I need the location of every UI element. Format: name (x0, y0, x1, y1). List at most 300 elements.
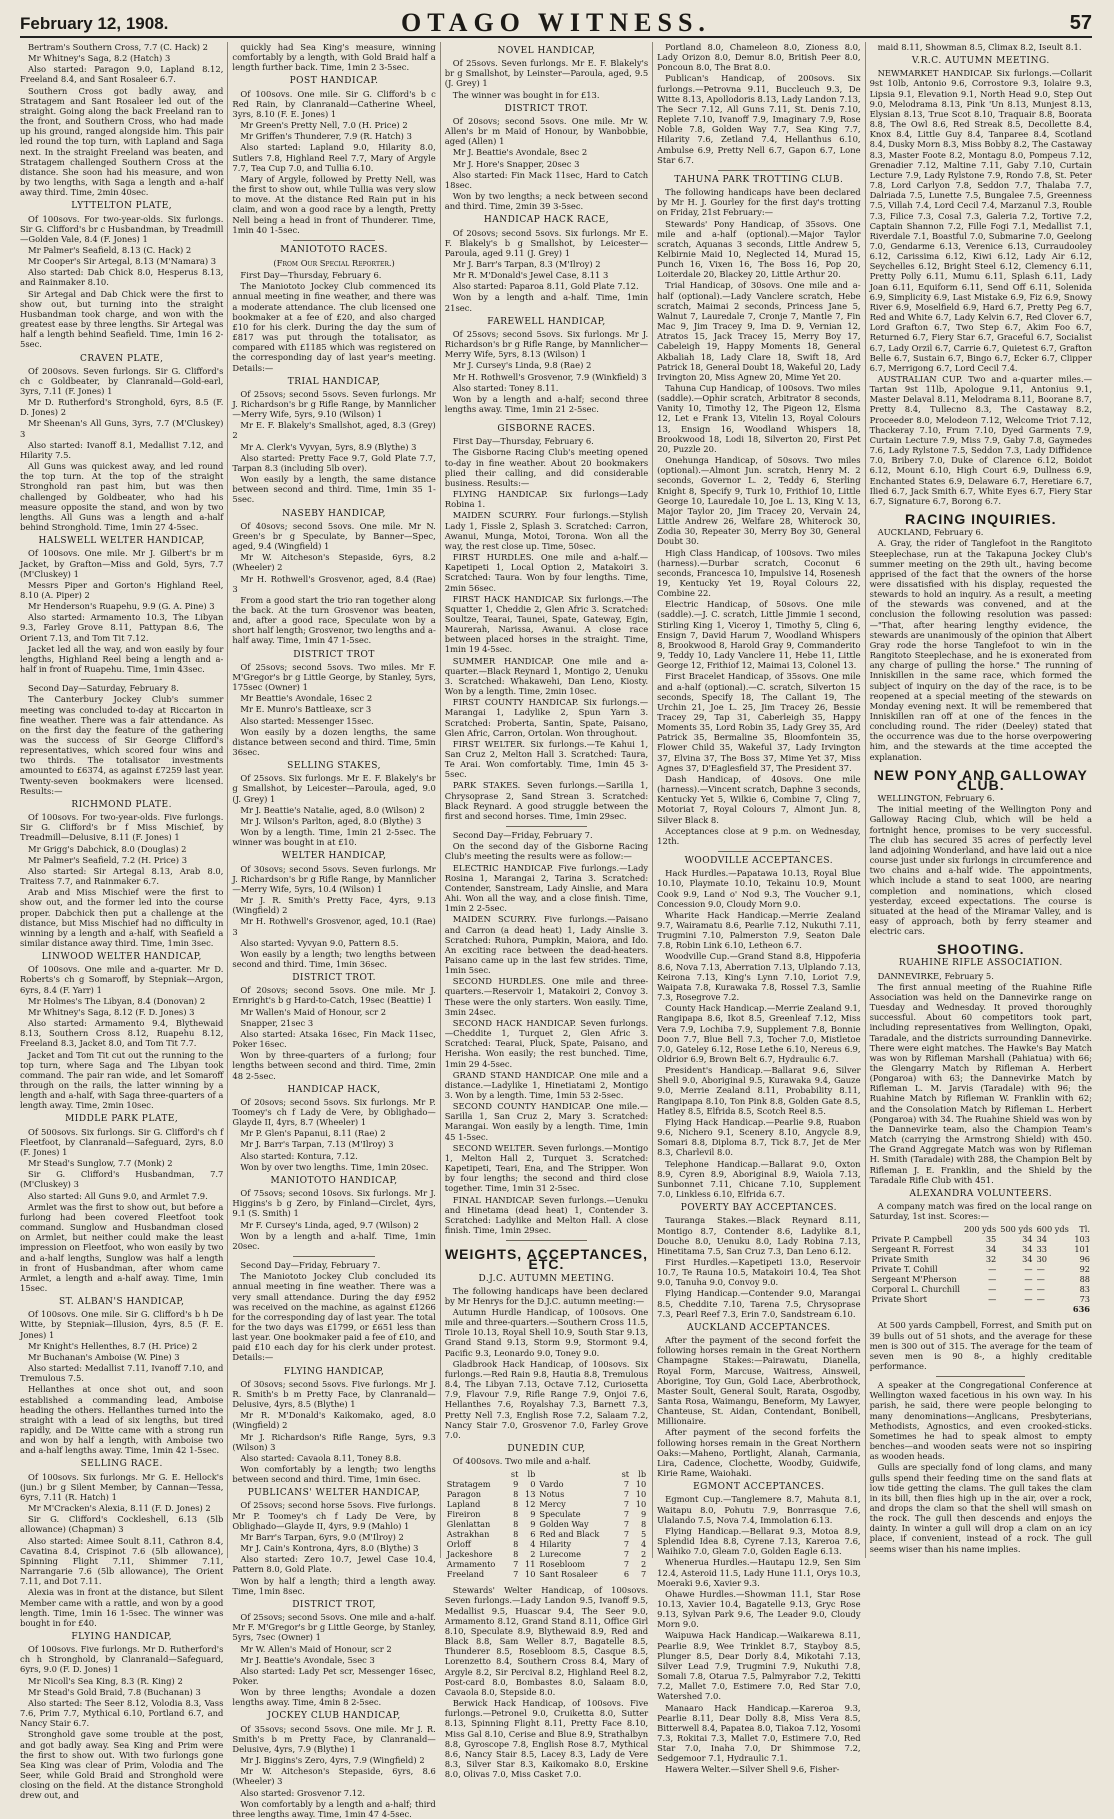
table-cell: 8 (513, 1539, 519, 1550)
table-cell: 8 (513, 1529, 519, 1540)
paragraph: The first annual meeting of the Ruahine Rifle Association was held on the Dannevirke range on Tuesday and Wednesday. It proved thoroughly successful. About 60 competitors took part, including representatives from Wellington, Opaki, Taradale, and the districts surrounding Dannevirke. There were eight matches. The Hawke's Bay Match was won by Rifleman Marshall (Pahiatua) with 66; the Glengarry Match by Rifleman A. Herbert (Pongaroa) with 63; the Dannevirke Match by Rifleman L. M. Jarvis (Taradale) with 96; the Ruahine Match by Rifleman W. Franklin with 62; and the Consolation Match by Rifleman L. Herbert (Pongaroa) with 34. The Ruahine Shield was won by the Dannevirke team, also the Champion Team's Match (carrying the Armstrong Shield) with 450. The Grand Aggregate Match was won by Rifleman H. Smith (Taradale) with 288, the Champion Belt by Rifleman J. E. Franklin, and the Shield by the Taradale Rifle Club with 451. (869, 981, 1092, 1185)
table-cell: 73 (1079, 1294, 1090, 1305)
page-number: 57 (1069, 12, 1092, 34)
table-cell: 10 (524, 1569, 536, 1580)
paragraph: Flying Handicap.—Bellarat 9.3, Motoa 8.9, Splendid Idea 8.8, Cyrene 7.13, Kareroa 7.6, Waihiko 7.0, Gleam 7.0, Golden Eagle 6.13. (657, 1525, 861, 1557)
table-cell: Lurecome (539, 1549, 581, 1560)
paragraph: Mr R. M'Donald's Jewel Case, 8.11 3 (452, 270, 609, 281)
paragraph: Mr M'Cracken's Alexia, 8.11 (F. D. Jones) 2 (28, 1503, 211, 1514)
paragraph: Of 100sovs. One mile. Sir G. Clifford's b h De Witte, by Stepniak—Illusion, 4yrs, 8.5 (F. E. Jones) 1 (20, 1309, 224, 1340)
table-cell: 5 (640, 1529, 647, 1540)
paragraph: Won by a length. Time, 1min 21 2-5sec. The winner was bought in at £10. (232, 827, 436, 848)
paragraph: Mr R. M'Donald's Kaikomako, aged, 8.0 (Wingfield) 2 (232, 1410, 436, 1431)
paragraph: Mr Green's Pretty Nell, 7.0 (H. Price) 2 (240, 120, 408, 131)
paragraph: Dash Handicap, of 40sovs. One mile (harness).—Vincent scratch, Daphne 3 seconds, Kentucky Yet 5, Wilkie 6, Combine 7, Cling 7, Motoriat 7, Royal Colours 7, Almont Jun. 8, Silver Black 8. (657, 773, 861, 825)
paragraph: Won by three-quarters of a furlong; four lengths between second and third. Time, 2min 48 2-5sec. (232, 1050, 436, 1081)
paragraph: On the second day of the Gisborne Racing Club's meeting the results were as follow:— (444, 841, 649, 862)
paragraph: Also started: Kontura, 7.12. (240, 1150, 358, 1161)
section-divider (718, 851, 799, 852)
table-row (870, 1274, 1092, 1284)
paragraph: Mr W. Aitcheson's Stepaside, 6yrs, 8.2 (Wheeler) 2 (232, 552, 436, 573)
paragraph: Won by a length and a-half. Time, 1min 21sec. (444, 292, 649, 313)
paragraph: Of 30sovs; second 5sovs. Five furlongs. Mr J. R. Smith's b m Pretty Face, by Clanranald—Delusive, 4yrs, 8.5 (Blythe) 1 (232, 1378, 436, 1410)
paragraph: Of 20sovs; second 5sovs. Six furlongs. Mr P. Toomey's ch f Lady de Vere, by Oblighado—Glayde II, 4yrs, 8.7 (Wheeler) 1 (232, 1096, 436, 1128)
paragraph: Mr Whitney's Saga, 8.2 (Hatch) 3 (28, 53, 171, 64)
table-cell: Sergeant R. Forrest (871, 1244, 954, 1255)
paragraph: The Gisborne Racing Club's meeting opened to-day in fine weather. About 20 bookmakers plied their calling, and did considerable business. Results:— (444, 447, 649, 488)
paragraph: Mr Barr's Tarpan, 6yrs, 9.0 (M'Ilroy) 2 (240, 1531, 404, 1542)
race-heading: GISBORNE RACES. (497, 424, 596, 435)
paragraph: Stewards' Pony Handicap, of 35sovs. One mile and a-half (optional).—Major Taylor scratch, Aquanas 3 seconds, Little Andrew 5, Kelbirnie Maid 10, Neglected 14, Murad 15, Punch 16, Vixen 16, The Boss 16, Pop 20, Loiterdale 20, Blackey 20, Little Arthur 20. (657, 218, 861, 280)
table-header-cell: Tl. (1079, 1224, 1090, 1235)
table-row (870, 1244, 1092, 1254)
table-cell: Vardo (539, 1479, 564, 1490)
paragraph: Of 25sovs; second 5sovs. Two miles. Mr F. M'Gregor's br g Little George, by Stanley, 5yrs, 175sec (Owner) 1 (232, 661, 436, 693)
race-heading: SELLING STAKES, (287, 761, 381, 772)
paragraph: FLYING HANDICAP. Six furlongs—Lady Robina 1. (444, 489, 649, 510)
table-cell: 8 (513, 1509, 519, 1520)
table-total-row (870, 1304, 1092, 1314)
table-cell: Rosebloom (539, 1559, 586, 1570)
paragraph: Of 40sovs; second 5sovs. One mile. Mr N. Green's br g Speculate, by Banner—Spec, aged, 9.4 (Wingfield) 1 (232, 520, 436, 552)
paragraph: A speaker at the Congregational Conference at Wellington waxed facetious in his own way. In his parish, he said, there were people belonging to many denominations—Anglicans, Presbyterians, Methodists, Agnostics, and even crooked-sticks. Sometimes he had to speak almost to empty benches—and wooden seats were not so inspiring as wooden heads. (869, 1380, 1092, 1462)
paragraph: High Class Handicap, of 100sovs. Two miles (harness).—Durbar scratch, Coconut 6 seconds, Francesca 10, Impulsive 14, Rosenesh 19, Kentucky Yet 19, Royal Colours 22, Combine 22. (657, 547, 861, 599)
race-heading: LINWOOD WELTER HANDICAP, (41, 952, 202, 963)
paragraph: Woodville Cup.—Grand Stand 8.8, Hippoferia 8.6, Nova 7.13, Aberration 7.13, Ulplando 7.13, Keirona 7.13, King's Lynn 7.10, Loriot 7.9, Waipata 7.8, Kurawaka 7.8, Rossel 7.3, Samlie 7.3, Rosegrove 7.2. (657, 951, 861, 1003)
table-row (870, 1254, 1092, 1264)
table-header-cell (445, 1469, 507, 1479)
table-cell: 9 (530, 1509, 536, 1520)
table-cell: 0 (530, 1479, 536, 1490)
paragraph: Portland 8.0, Chameleon 8.0, Zioness 8.0, Lady Orizon 8.0, Demur 8.0, British Peer 8.0, Poncoun 8.0, The Brat 8.0. (657, 42, 861, 73)
table-cell: — (988, 1274, 997, 1285)
race-heading: TAHUNA PARK TROTTING CLUB. (674, 174, 844, 185)
paragraph: Mr J. Barr's Tarpan, 8.3 (M'Ilroy) 2 (452, 258, 601, 269)
paragraph: Snapper, 21sec 3 (240, 1017, 314, 1028)
table-cell: 12 (524, 1499, 536, 1510)
table-cell: Hilarity (539, 1539, 572, 1550)
paragraph: FIRST HACK HANDICAP. Six furlongs.—The Squatter 1, Cheddie 2, Glen Afric 3. Scratched: Soultze, Tearai, Taunei, Spate, Gateway, Egin, Maurerah, Narissa, Awanui. A close race between placed horses in the straight. Time, 1min 19 4-5sec. (444, 593, 649, 655)
paragraph: The Maniototo Jockey Club commenced its annual meeting in fine weather, and there was a moderate attendance. The club licensed one bookmaker at a fee of £20, and also charged £10 for his clerk. During the day the sum of £817 was put through the totalisator, as compared with £1185 which was registered on the corresponding day of last year's meeting. Details:— (232, 281, 436, 373)
paragraph: WELLINGTON, February 6. (877, 793, 995, 804)
table-row (445, 1549, 648, 1559)
race-heading: NASEBY HANDICAP, (282, 508, 386, 519)
table-header-cell: 500 yds (1000, 1224, 1033, 1235)
table-cell: 103 (1074, 1234, 1090, 1245)
paragraph: Of 400sovs. Two mile and a-half. (452, 1456, 591, 1467)
paragraph: Hellanthes at once shot out, and soon established a commanding lead, Amboise heading the others. Hellanthes turned into the straight with a lead of six lengths, but tired rapidly, and De Witte came with a strong run and won by half a length, with Amboise two and a-half lengths away. Time, 1min 42 1-5sec. (20, 1384, 224, 1456)
paragraph: Won by over two lengths. Time, 1min 20sec. (240, 1161, 429, 1172)
race-heading: WOODVILLE ACCEPTANCES. (684, 856, 834, 867)
paragraph: Of 25sovs; second horse 5sovs. Five furlongs. Mr P. Toomey's ch f Lady De Vere, by Oblighado—Glayde II, 4yrs, 9.9 (Mahlo) 1 (232, 1500, 436, 1531)
paragraph: Also started: Cavaola 8.11, Toney 8.8. (240, 1452, 402, 1463)
table-header-cell: st (621, 1469, 630, 1480)
paragraph: MAIDEN SCURRY. Five furlongs.—Paisano and Carron (a dead heat) 1, Lady Ainslie 3. Scratched: Ruhora, Pumpkin, Maiora, and Ido. An exciting race between the dead-heaters. Paisano came up in the last few strides. Time, 1min 5sec. (444, 914, 649, 976)
paragraph: Of 100sovs. One mile and a-quarter. Mr D. Roberts's ch g Somaroff, by Stepniak—Argon, 6yrs, 8.4 (F. Yarr) 1 (20, 964, 224, 995)
table-cell: Glenlattan (446, 1519, 491, 1530)
table-cell: 7 (623, 1519, 630, 1530)
paragraph: A. Gray, the rider of Tanglefoot in the Rangitoto Steeplechase, run at the Takapuna Jockey Club's summer meeting on the 29th ult., having become apprised of the fact that the owners of the horse were dissatisfied with his display, requested the stewards to hold an inquiry. As a result, a meeting of the stewards was convened, and at the conclusion the following resolution was passed:—"That, after hearing lengthy evidence, the stewards are unanimously of the opinion that Albert Gray rode the horse Tanglefoot to win in the Rangitoto Steeplechase, and he is exonerated from any charge of pulling the horse." The running of Inniskillen in the same race, which formed the subject of inquiry on the day of the race, is to be reopened at a special meeting of the stewards on Monday evening next. It will be remembered that Inniskillen ran off at one of the fences in the concluding round. The rider (Deeley) stated that the occurrence was due to the horse overpowering him, and the stewards at the time accepted the explanation. (869, 538, 1092, 762)
race-heading: HANDICAP HACK, (287, 1084, 381, 1095)
table-row (445, 1569, 648, 1579)
paragraph: Trial Handicap, of 30sovs. One mile and a-half (optional).—Lady Vanclere scratch, Hebe scratch, Maimai 2 seconds, Princess Jane 5, Walnut 7, Lauredale 7, Cronje 7, Mantle 7, Fin Mac 9, Jim Tracey 9, Ima D. 9, Vernian 12, Atratos 15, Jack Tracey 15, Merry Boy 17, Cabeleigh 19, Happy Moments 18, General Akbaliah 18, Lady Clare 18, Swift 18, Ard Patrick 18, General Doubt 18, Wakeful 20, Lady Irvington 20, Miss Agnew 20, Mime Yet 20. (657, 280, 861, 382)
table-cell: Red and Black (539, 1529, 600, 1540)
paragraph: Manaaro Hack Handicap.—Kareroa 9.3, Pearlie 8.11, Dear Dolly 8.8, Miss Vera 8.5, Bitterwell 8.4, Papatea 8.0, Tiakoa 7.12, Yosomi 7.3, Rokitai 7.3, Mallet 7.0, Estimere 7.0, Red Star 7.0, Inaha 7.0, Dr Shimmose 7.2, Sedgemoor 7.1, Hydraulic 7.1. (657, 1702, 861, 1764)
paragraph: Mr J. Beattie's Avondale, 8sec 2 (452, 147, 588, 158)
paragraph: Won comfortably by a length; two lengths between second and third. Time, 1min 6sec. (232, 1464, 436, 1485)
paragraph: GRAND STAND HANDICAP. One mile and a distance.—Ladylike 1, Hinetiatami 2, Montigo 3. Won by a length. Time, 1min 53 2-5sec. (444, 1069, 649, 1100)
race-heading: AUCKLAND ACCEPTANCES. (687, 1322, 831, 1333)
table-cell: — (1036, 1274, 1045, 1285)
paragraph: Mr J. Biggins's Zero, 4yrs, 7.9 (Wingfield) 2 (240, 1755, 425, 1766)
paragraph: Also started: Lady Pet scr, Messenger 16sec, Poker. (232, 1665, 436, 1686)
race-heading: NOVEL HANDICAP, (497, 46, 596, 56)
race-heading: DISTRICT TROT (293, 649, 375, 660)
paragraph: Won easily by a length, the same distance between second and third. Time, 1min 35 1-5sec. (232, 474, 436, 505)
table-cell: — (1024, 1294, 1033, 1305)
table-cell: 32 (985, 1254, 997, 1265)
paragraph: Alexia was in front at the distance, but Silent Member came with a rattle, and won by a good length. Time, 1min 16 1-5sec. The winner was bought in for £40. (20, 1587, 224, 1628)
section-heading: NEW PONY AND GALLOWAY CLUB. (873, 766, 1088, 793)
table-header-cell (870, 1224, 962, 1234)
paragraph: Gulls are specially fond of long clams, and many gulls spend their feeding time on the sand flats at low tide getting the clams. The gull takes the clam in its bill, then flies high up in the air, over a rock, and drops the clam so that the shell will smash on the rock. The gull then descends and enjoys the dainty. In winter a gull will drop a clam on an icy place, if convenient, instead of a rock. The gull seems wiser than his name implies. (869, 1462, 1092, 1554)
section-heading: SHOOTING. (936, 941, 1025, 958)
table-cell: Corporal L. Churchill (871, 1284, 960, 1295)
paragraph: Of 100sovs. For two-year-olds. Six furlongs. Sir G. Clifford's br c Husbandman, by Treadmill—Golden Vale, 8.4 (F. Jones) 1 (20, 213, 224, 244)
race-heading: PUBLICANS' WELTER HANDICAP, (247, 1488, 421, 1499)
paragraph: Also started: Ivanoff 8.1, Medallist 7.12, and Hilarity 7.5. (20, 439, 224, 460)
paragraph: Sir G. Clifford's Cockleshell, 6.13 (5lb allowance) (Chapman) 3 (20, 1514, 224, 1535)
table-cell: 2 (640, 1549, 647, 1560)
table-cell: 88 (1079, 1274, 1090, 1285)
paragraph: Second Day—Saturday, February 8. (28, 683, 179, 694)
table-header-cell: st (510, 1469, 519, 1480)
paragraph: Gladbrook Hack Handicap, of 100sovs. Six furlongs.—Red Rain 9.8, Hautia 8.8, Tremulous 8.4, The Libyan 7.13, Octave 7.12, Curiosetta 7.9, Flavour 7.9, Rifle Range 7.9, Onjoi 7.6, Hellanthes 7.6, Royalshay 7.3, Barnett 7.3, Pretty Nell 7.3, English Rose 7.2, Salaam 7.2, Nancy Stair 7.0, Grosvenor 7.0, Farley Grove 7.0. (444, 1358, 649, 1440)
paragraph: Of 30sovs; second 5sovs. Seven furlongs. Mr J. Richardson's br g Rifle Range, by Mannlicher—Merry Wife, 5yrs, 10.4 (Wilson) 1 (232, 863, 436, 894)
table-header-cell: 600 yds (1036, 1224, 1069, 1235)
masthead (20, 6, 1092, 38)
paragraph: Also started: Atsaka 16sec, Fin Mack 11sec, Poker 16sec. (232, 1028, 436, 1050)
table-row (445, 1499, 648, 1509)
paragraph: All Guns was quickest away, and led round the top turn. At the top of the straight Stronghold ran past him, but was then challenged by Goldbeater, who had his measure opposite the stand, and won by two lengths. All Guns was a length and a-half behind Stronghold. Time, 1min 27 4-5sec. (20, 461, 224, 533)
table-cell: Mercy (539, 1499, 566, 1510)
table-row (870, 1234, 1092, 1244)
race-heading: ST. ALBAN'S HANDICAP, (58, 1297, 185, 1308)
paragraph: Mr H. Rothwell's Grosvenor, aged, 10.1 (Rae) 3 (232, 916, 436, 937)
paragraph: Armlet was the first to show out, but before a furlong had been covered Fleetfoot took command. Sunglow and Husbandman closed on Armlet, but neither could make the least impression on Fleetfoot, who won easily by two and a-half lengths, Sunglow was half a length in front of Husbandman, after whom came Armlet, a length and a-half away. Time, 1min 15sec. (20, 1201, 224, 1293)
table-header-cell: lb (638, 1469, 647, 1480)
paragraph: Hawera Welter.—Silver Shell 9.6, Fisher- (665, 1764, 840, 1775)
race-heading: FLYING HANDICAP, (283, 1366, 385, 1377)
paragraph: Mr F. Cursey's Linda, aged, 9.7 (Wilson) 2 (240, 1219, 419, 1230)
paragraph: Mr D. Rutherford's Stronghold, 6yrs, 8.5 (F. D. Jones) 2 (20, 397, 224, 418)
paragraph: FIRST COUNTY HANDICAP. Six furlongs.—Marangai 1, Ladylike 2, Spun Yarn 3. Scratched: Proberta, Santin, Spate, Paisano, Glen Afric, Carron, Ortolan. Won throughout. (444, 697, 649, 738)
paragraph: Sir Artegal and Dab Chick were the first to show out, but turning into the straight Husbandman took charge, and won with the greatest ease by three lengths. Sir Artegal was half a length behind Seafield. Time, 1min 16 2-5sec. (20, 288, 224, 350)
paragraph: Mr H. Rothwell's Grosvenor, 7.9 (Winkfield) 3 (452, 371, 647, 382)
paragraph: Of 500sovs. Six furlongs. Sir G. Clifford's ch f Fleetfoot, by Clanranald—Safeguard, 2yrs, 8.0 (F. Jones) 1 (20, 1126, 224, 1157)
paragraph: Wharite Hack Handicap.—Merrie Zealand 9.7, Wairamatu 8.6, Pearlie 7.12, Nukuthi 7.11, Trugmini 7.10, Palmerston 7.9, Seaton Dale 7.8, Robin Link 6.10, Letheon 6.7. (657, 909, 861, 951)
table-cell: 10 (635, 1479, 647, 1490)
race-heading: JOCKEY CLUB HANDICAP, (267, 1711, 401, 1722)
paragraph: Second Day—Friday, February 7. (240, 1260, 381, 1271)
table-cell: — (1024, 1264, 1033, 1275)
table-cell: — (988, 1284, 997, 1295)
paragraph: FIRST WELTER. Six furlongs.—Te Kahui 1, San Cruz 2, Melton Hall 3. Scratched: Taura, Te Arai. Won comfortably. Time, 1min 45 3-5sec. (444, 738, 649, 780)
paragraph: Mr P. Glen's Papanui, 8.11 (Rae) 2 (240, 1128, 386, 1139)
table-cell: 33 (1036, 1244, 1047, 1255)
race-heading: RICHMOND PLATE. (71, 799, 172, 810)
paragraph: Stronghold gave some trouble at the post, and got badly away. Sea King and Prim were the first to show out. With two furlongs gone Sea King was clear of Prim, Volodia and The Seer, while Gold Braid and Stronghold were closing on the field. At the distance Stronghold drew out, and (20, 1729, 224, 1801)
table-cell: 6 (623, 1569, 630, 1580)
section-heading: RACING INQUIRIES. (904, 511, 1057, 528)
paragraph: Also started: Sir Artegal 8.13, Arab 8.0, Traitess 7.7, and Rainmaker 6.7. (20, 865, 224, 887)
paragraph: Onehunga Handicap, of 50sovs. Two miles (optional).—Almont Jun. scratch, Henry M. 2 seconds, Governor L. 2, Teddy 6, Sterling Knight 8, Specify 9, Turk 10, Frithiof 10, Little George 10, Lauredale 10, Joe L. 13, King V. 13, Major Taylor 20, Jim Tracey 20, Vervain 24, Little Andrew 26, Welfare 28, Whiterock 30, Zodia 30, Repeater 30, Merry Boy 30, General Doubt 30. (657, 455, 861, 547)
paragraph: Tauranga Stakes.—Black Reynard 8.11, Montigo 8.7, Contender 8.6, Ladylike 8.1, Douche 8.0, Uenuku 8.0, Lady Robina 7.13, Hinetitama 7.5, San Cruz 7.3, Dan Leno 6.12. (657, 1215, 861, 1256)
table-cell: 34 (1022, 1234, 1033, 1245)
paragraph: The winner was bought in for £13. (452, 89, 600, 100)
paragraph: After payment of the second forfeits the following horses remain in the Great Northern Oaks:—Maheno, Portlight, Alanah, Carmania, Lira, Cadence, Clochette, Woodby, Guidwife, Kirie Rame, Waiohaki. (657, 1427, 861, 1479)
race-heading: HALSWELL WELTER HANDICAP, (38, 536, 205, 547)
race-heading: POVERTY BAY ACCEPTANCES. (680, 1203, 837, 1214)
paragraph: Of 100sovs. Five furlongs. Mr D. Rutherford's ch h Stronghold, by Clanranald—Safeguard, 6yrs, 9.0 (F. D. Jones) 1 (20, 1644, 224, 1675)
table-cell: — (988, 1264, 997, 1275)
table-header-cell (537, 1469, 612, 1479)
table-cell: 34 (1022, 1244, 1033, 1255)
table-cell: Armamento (446, 1559, 496, 1570)
column-5 (870, 42, 1092, 1558)
table-cell: Astrakhan (446, 1529, 490, 1540)
paragraph: Mr J. Richardson's Rifle Range, 5yrs, 9.3 (Wilson) 3 (232, 1431, 436, 1452)
paragraph: Mr Sheenan's All Guns, 3yrs, 7.7 (M'Cluskey) 3 (20, 418, 224, 439)
paragraph: AUSTRALIAN CUP. Two and a-quarter miles.—Tartan 9st 11lb, Apologue 9.11, Antonius 9.1, Master Delaval 8.11, Melodrama 8.11, Boorane 8.7, Pretty 8.4, Tullecno 8.3, The Castaway 8.2, Proceeder 8.0, Melodeon 7.12, Welcome Triot 7.12, Thackeray 7.10, Frum 7.10, Dyed Garments 7.9, Curtain Lecture 7.9, Miss 7.9, Gaby 7.8, Gaymedes 7.6, Lady Rylstone 7.5, Seddon 7.3, Lady Diffidence 7.0, Bribery 7.0, Duke of Clarence 6.12, Boidot 6.12, Mount 6.10, High Court 6.9, Dullness 6.9, Enchanted States 6.9, Delaware 6.7, Heretiare 6.7, Ilied 6.7, Jack Smith 6.7, White Eyes 6.7, Fiery Star 6.7, Signature 6.7, Borong 6.7. (869, 374, 1092, 506)
paragraph: Also started: The Seer 8.12, Volodia 8.3, Vass 7.6, Prim 7.7, Mythical 6.10, Portland 6.7, and Nancy Stair 6.7. (20, 1697, 224, 1729)
table-header-cell: lb (527, 1469, 536, 1480)
paragraph: Arab and Miss Mischief were the first to show out, and the former led into the course proper. Dabchick then put a challenge at the distance, but Miss Mischief had no difficulty in winning by a length and a-half, with Seafield a similar distance away third. Time, 1min 3sec. (20, 887, 224, 948)
table-cell: Private Short (871, 1294, 927, 1305)
paragraph: Mr Wallen's Maid of Honour, scr 2 (240, 1006, 387, 1017)
paragraph: Of 25sovs. Seven furlongs. Mr E. F. Blakely's br g Smallshot, by Leinster—Paroula, aged, 9.5 (J. Grey) 1 (444, 58, 649, 89)
section-divider (506, 419, 587, 420)
paragraph: First Day—Thursday, February 6. (240, 270, 382, 281)
table-cell: Sergeant M'Pherson (871, 1274, 957, 1285)
columns (20, 42, 1092, 1819)
paragraph: Mr Palmer's Seafield, 8.13 (C. Hack) 2 (28, 244, 192, 255)
table-row (445, 1529, 648, 1539)
race-heading: POST HANDICAP. (289, 76, 379, 87)
table-cell: 9 (513, 1479, 519, 1490)
paragraph: Mr Stead's Gold Braid, 7.8 (Buchanan) 3 (28, 1686, 201, 1697)
table-cell: 8 (513, 1489, 519, 1500)
paragraph: Won by half a length; third a length away. Time, 1min 8sec. (232, 1575, 436, 1596)
paragraph: Mr J. Wilson's Parlton, aged, 8.0 (Blythe) 3 (240, 815, 422, 826)
race-heading: MANIOTOTO RACES. (280, 244, 388, 255)
section-heading: WEIGHTS, ACCEPTANCES, ETC. (444, 1246, 648, 1273)
paragraph: Mr Nicoll's Sea King, 8.3 (R. King) 2 (28, 1675, 183, 1686)
paragraph: Sir G. Clifford's Husbandman, 7.7 (M'Cluskey) 3 (20, 1169, 224, 1190)
table-cell: 7 (623, 1499, 630, 1510)
paragraph: Mr Palmer's Seafield, 7.2 (H. Price) 3 (28, 854, 188, 865)
paragraph: The initial meeting of the Wellington Pony and Galloway Racing Club, which will be held a fortnight hence, promises to be very successful. The club has secured 35 acres of perfectly level land adjoining Wonderland, and have laid out a nice course just under six furlongs in circumference and two chains and a-half wide. The appointments, which include a stand to seat 1000, are nearing completion and nominations, which closed yesterday, exceed expectations. The course is situated at the head of the Miramar Valley, and is easy of approach, both by ferry steamer and electric cars. (869, 804, 1092, 937)
paragraph: Won comfortably by a length and a-half; third three lengths away. Time, 1min 47 4-5sec. (232, 1798, 436, 1819)
paragraph: The Canterbury Jockey Club's summer meeting was concluded to-day at Riccarton in fine weather. There was a fair attendance. As on the first day the feature of the gathering was the success of Sir George Clifford's representatives, which scored four wins and two thirds. The totalisator investments amounted to £6374, as against £7259 last year. Twenty-seven bookmakers were licensed. Results:— (20, 694, 224, 796)
paragraph: County Hack Handicap.—Merrie Zealand 9.1, Rangipapa 8.6, Ikot 8.5, Greenleaf 7.12, Miss Vera 7.9, Lochiba 7.9, Supplement 7.8, Bonnie Doon 7.7, Blue Bell 7.3, Tocher 7.0, Mistletoe 7.0, Gateley 6.12, Rose Lethe 6.10, Nereus 6.9, Oldrior 6.9, Brown Belt 6.7, Hydraulic 6.7. (657, 1003, 861, 1064)
table-cell: — (988, 1294, 997, 1305)
paragraph: Ohawe Hurdles.—Showman 11.1, Star Rose 10.13, Xavier 10.4, Bagatelle 9.13, Gryc Rose 9.13, Sylvan Park 9.6, The Leader 9.0, Cloudy Morn 9.0. (657, 1588, 861, 1630)
paragraph: SECOND COUNTY HANDICAP. One mile.—Sarilla 1, San Cruz 2, Mary 3. Scratched: Marangai. Won easily by a length. Time, 1min 45 1-5sec. (444, 1101, 649, 1142)
paragraph: Mr Whitney's Saga, 8.12 (F. D. Jones) 3 (28, 1006, 195, 1017)
paragraph: Also started: Pretty Face 9.7, Gold Plate 7.7, Tarpan 8.3 (including 5lb over). (232, 452, 436, 473)
table-cell: Private Smith (871, 1254, 929, 1265)
paragraph: Mr W. Allen's Maid of Honour, scr 2 (240, 1643, 392, 1654)
column-2 (232, 42, 440, 1819)
paragraph: Second Day—Friday, February 7. (452, 830, 593, 841)
race-heading: MIDDLE PARK PLATE, (65, 1114, 179, 1125)
paragraph: Mr J. R. Smith's Pretty Face, 4yrs, 9.13 (Wingfield) 2 (232, 895, 436, 916)
table-cell: 35 (985, 1234, 997, 1245)
race-heading: DISTRICT TROT, (292, 1599, 376, 1610)
paragraph: maid 8.11, Showman 8.5, Climax 8.2, Iseult 8.1. (877, 42, 1082, 52)
paragraph: Hack Hurdles.—Papatawa 10.13, Royal Blue 10.10, Playmate 10.10, Tekainu 10.9, Mount Cook 9.9, Land o' Nod 9.3, The Voucher 9.1, Concession 9.0, Cloudy Morn 9.0. (657, 868, 861, 909)
race-heading: CRAVEN PLATE, (79, 353, 164, 364)
paragraph: ELECTRIC HANDICAP. Five furlongs.—Lady Rosina 1, Marangai 2, Tarina 3. Scratched: Contender, Sanstream, Lady Ainslie, and Mara Ahi. Won all the way, and a close finish. Time, 1min 2 2-5sec. (444, 862, 649, 914)
table-cell: Orloff (446, 1539, 471, 1550)
paragraph: Also started: All Guns 9.0, and Armlet 7.9. (28, 1190, 208, 1201)
paragraph: Also started: Paragon 9.0, Lapland 8.12, Freeland 8.4, and Sant Rosaleer 6.7. (20, 64, 224, 85)
table-cell: — (1024, 1274, 1033, 1285)
paragraph: Flying Handicap.—Contender 9.0, Marangai 8.5, Cheddite 7.10, Tarena 7.5, Chrysoprase 7.3, Pearl Reef 7.3, Erin 7.0, Sandstream 6.10. (657, 1288, 861, 1319)
table-cell: — (1024, 1284, 1033, 1295)
table-cell: Private T. Cohill (871, 1264, 938, 1275)
paragraph: Also started: Messenger 15sec. (240, 715, 374, 726)
paragraph: Of 200sovs. Seven furlongs. Sir G. Clifford's ch c Goldbeater, by Clanranald—Gold-earl, 3yrs, 7.11 (F. Jones) 1 (20, 365, 224, 396)
table-cell (870, 1304, 962, 1314)
paragraph: Autumn Hurdle Handicap, of 100sovs. One mile and three-quarters.—Southern Cross 11.5, Tirole 10.13, Royal Shell 10.9, South Star 9.13, Grand Stand 9.13, Storm 9.9, Stormont 9.4, Pacific 9.3, Leonardo 9.0, Toney 9.0. (444, 1306, 649, 1358)
paragraph: At 500 yards Campbell, Forrest, and Smith put on 39 bulls out of 51 shots, and the average for these men is 300 out of 315. The average for the team of seven men is 90 8-, a highly creditable performance. (869, 1320, 1092, 1371)
race-heading: V.R.C. AUTUMN MEETING. (911, 56, 1050, 67)
paragraph: President's Handicap.—Ballarat 9.6, Silver Shell 9.0, Aboriginal 9.5, Kurawaka 9.4, Gauze 9.0, Merrie Zealand 8.11, Probability 8.11, Rangipapa 8.10, Ton Pink 8.8, Golden Gate 8.5, Hatley 8.5, Elfrida 8.5, Scotch Reel 8.5. (657, 1065, 861, 1116)
paragraph: Mr Henderson's Ruapehu, 9.9 (G. A. Pine) 3 (28, 601, 215, 612)
race-heading: WELTER HANDICAP, (281, 851, 387, 862)
table-cell: Sant Rosaleer (539, 1569, 598, 1580)
table-cell: Notus (539, 1489, 565, 1500)
table-cell: 2 (530, 1549, 536, 1560)
paragraph: Also started: Fin Mack 11sec, Hard to Catch 18sec. (444, 169, 649, 190)
paragraph: Of 25sovs; second 5sovs. One mile and a-half. Mr F. M'Gregor's br g Little George, by Stanley, 5yrs, 7sec (Owner) 1 (232, 1612, 436, 1643)
table-cell: — (1036, 1294, 1045, 1305)
table-row (445, 1489, 648, 1499)
paragraph: Whenerua Hurdles.—Hautapu 12.9, Sen Sim 12.4, Asteroid 11.5, Lady Hune 11.1, Orys 10.3, Moeraki 9.6, Xavier 9.3. (657, 1557, 861, 1588)
table-header-row (445, 1469, 648, 1479)
paragraph: Mr Knight's Hellenthes, 8.7 (H. Price) 2 (28, 1340, 198, 1351)
paragraph: First Hurdles.—Kapetipeti 13.0, Reservoir 10.7, Te Rauna 10.5, Matakoiri 10.4, Tea Shot 9.0, Tanuha 9.0, Convoy 9.0. (657, 1256, 861, 1288)
paragraph: Mr A. Clerk's Vyvyan, 5yrs, 8.9 (Blythe) 3 (240, 441, 417, 452)
paragraph: Messrs Piper and Gorton's Highland Reel, 8.10 (A. Piper) 2 (20, 579, 224, 600)
table-row (445, 1559, 648, 1569)
race-heading: RUAHINE RIFLE ASSOCIATION. (898, 958, 1063, 969)
paragraph: Won easily by a length; two lengths between second and third. Time, 1min 36sec. (232, 948, 436, 969)
race-heading: D.J.C. AUTUMN MEETING. (478, 1273, 615, 1284)
paragraph: Also started: Dab Chick 8.0, Hesperus 8.13, and Rainmaker 8.10. (20, 267, 224, 288)
newspaper-title: OTAGO WITNESS. (401, 8, 711, 37)
table-cell: 7 (640, 1569, 647, 1580)
paragraph: Mr E. Munro's Battleaxe, scr 3 (240, 704, 372, 715)
paragraph: Jacket and Tom Tit cut out the running to the top turn, where Saga and The Libyan took command. The pair ran wide, and let Somaroff through on the rails, the latter winning by a length and a-half, with Saga three-quarters of a length away. Time, 2min 10sec. (20, 1049, 224, 1111)
paragraph: Electric Handicap, of 50sovs. One mile (saddle).—J. C. scratch, Little Jimmie 1 second, Stirling King 1, Viceroy 1, Timothy 5, Cling 6, Ensign 7, David Harum 7, Woodland Whispers 8, Brookwood 8, Harold Gray 9, Commanderito 9, Teddy 10, Lady Vanclere 11, Hebe 11, Little George 12, Frithiof 12, Maimai 13, Colonel 13. (657, 599, 861, 671)
table-cell: 7 (623, 1549, 630, 1560)
section-divider (506, 1240, 587, 1241)
paragraph: PARK STAKES. Seven furlongs.—Sarilla 1, Chrysoprase 2, Sand Strean 3. Scratched: Black Reynard. A good struggle between the first and second horses. Time, 1min 29sec. (444, 780, 649, 821)
table-cell: 7 (513, 1569, 519, 1580)
table-cell: 10 (635, 1489, 647, 1500)
table-cell: 10 (635, 1499, 647, 1510)
table-row (445, 1479, 648, 1489)
table-cell: — (1036, 1284, 1045, 1295)
table-row (445, 1519, 648, 1529)
paragraph: Tahuna Cup Handicap, of 100sovs. Two miles (saddle).—Ophir scratch, Arbitrator 8 seconds, Vanity 10, Timothy 12, The Pigeon 12, Elsma 12, Let e Frank 13, Vitelin 13, Royal Colours 13, Ensign 16, Woodland Whispers 18, Brookwood 18, Lodi 18, Silverton 20, First Pet 20, Puzzle 20. (657, 383, 861, 454)
paragraph: Won by a length and a-half. Time, 1min 20sec. (232, 1230, 436, 1251)
race-heading: FAREWELL HANDICAP, (487, 316, 606, 327)
section-divider (718, 170, 799, 171)
paragraph: SECOND HURDLES. One mile and three-quarters.—Reservoir 1, Matakoiri 2, Convoy 3. These were the only starters. Won easily. Time, 3min 24sec. (444, 976, 649, 1017)
paragraph: First Day—Thursday, February 6. (452, 436, 594, 447)
alexandra-table (870, 1224, 1092, 1314)
issue-date: February 12, 1908. (20, 14, 169, 33)
paragraph: DANNEVIRKE, February 5. (877, 970, 994, 981)
table-cell: 7 (623, 1479, 630, 1490)
paragraph: SUMMER HANDICAP. One mile and a-quarter.—Black Reynard 1, Montigo 2, Uenuku 3. Scratched: Whakawehi, Dan Leno, Kiosty. Won by a length. Time, 2min 10sec. (444, 655, 649, 697)
paragraph: First Bracelet Handicap, of 35sovs. One mile and a-half (optional).—C. scratch, Silverton 15 seconds, Specify 18, The Callant 19, The Urchin 21, Joe L. 25, Jim Tracey 26, Bessie Tracey 29, Tap 31, Caberleigh 35, Happy Moments 35, Lord Robin 35, Lady Grey 35, Ard Patrick 35, Bermaline 35, Bloomfontein 35, Flower Child 35, Wakeful 37, Lady Irvington 37, Elvina 37, The Boss 37, Mime Yet 37, Miss Agnes 37, D'Eaglesfield 37, The President 37. (657, 671, 861, 773)
table-cell: — (1036, 1264, 1045, 1275)
race-heading: DUNEDIN CUP, (507, 1444, 586, 1454)
table-cell: 7 (623, 1509, 630, 1520)
paragraph: Of 20sovs; second 5sovs. One mile. Mr J. Ernright's b g Hard-to-Catch, 19sec (Beattie) 1 (232, 985, 436, 1006)
dunedin_cup-table (445, 1469, 648, 1579)
paragraph: Jacket led all the way, and won easily by four lengths, Highland Reel being a length and a-half in front of Ruapehu. Time, 1min 43sec. (20, 643, 224, 675)
paragraph: FIRST HURDLES. One mile and a-half.—Kapetipeti 1, Local Option 2, Matakoiri 3. Scratched: Taura. Won by four lengths. Time, 2min 56sec. (444, 552, 649, 593)
race-heading: DISTRICT TROT. (292, 973, 376, 984)
paragraph: Also started: Zero 10.7, Jewel Case 10.4, Pattern 8.0, Gold Plate. (232, 1554, 436, 1575)
table-cell: 7 (623, 1489, 630, 1500)
paragraph: NEWMARKET HANDICAP. Six furlongs.—Collarit 9st 10lb, Antonio 9.6, Corrostore 9.3, Iolaire 9.3, Lipsia 9.1, Elevation 9.1, North Head 9.0, Step Out 9.0, Melodrama 8.13, Pink 'Un 8.13, Munjest 8.13, Elysian 8.13, True Scot 8.10, Traquair 8.8, Boorata 8.8, The Owl 8.6, Red Streak 8.5, Decollette 8.4, Knox 8.4, Little Guy 8.4, Tanparee 8.4, Scotland 8.4, Dusky Morn 8.3, Miss Bobby 8.2, The Castaway 8.3, Master Foote 8.2, Montagu 8.0, Pompeus 7.12, Grenadier 7.12, Maltine 7.11, Gaby 7.10, Curtain Lecture 7.9, Lady Rylstone 7.9, Rondo 7.8, St. Peter 7.8, Lord Carlyon 7.8, Seddon 7.7, Thalaba 7.7, Dalriada 7.5, Lunette 7.5, Bungalee 7.5, Greenness 7.5, Villah 7.4, Lord Cecil 7.4, Marzanul 7.3, Rouble 7.3, Filice 7.3, Cosal 7.3, Galeria 7.2, Tortive 7.2, Captain Shannon 7.2, Fille Fogi 7.1, Medallist 7.1, Riverdale 7.1, Boastful 7.0, Submarine 7.0, Geelong 7.0, Gendarme 6.13, Verenice 6.13, Curraudooley 6.12, Carissima 6.12, Kiwi 6.12, Lady Air 6.12, Seychelles 6.12, Bright Steel 6.12, Clemency 6.11, Pretty Polly 6.11, Mumu 6.11, Splash 6.11, Lady Joan 6.11, Equiform 6.11, Send Off 6.11, Solenida 6.9, Simplicity 6.9, Last Mistake 6.9, Fiz 6.9, Snowy River 6.9, Moselfield 6.9, Hard 6.7, Pretty Peg 6.7, Red and White 6.7, Lady Kelvin 6.7, Red Clover 6.7, Lord Grafton 6.7, Two Step 6.7, Akim Foo 6.7, Returned 6.7, Fiery Star 6.7, Graceful 6.7, Socialist 6.7, Lady Orzil 6.7, Carrie 6.7, Quietest 6.7, Grafton Belle 6.7, Sustain 6.7, Bingo 6.7, Ecker 6.7, Clipper 6.7, Merrigong 6.7, Lord Cecil 7.4. (869, 68, 1092, 373)
table-row (870, 1284, 1092, 1294)
paragraph: Telephone Handicap.—Ballarat 9.0, Oxton 8.9, Cyren 8.9, Aboriginal 8.9, Waiola 7.13, Sunbonnet 7.11, Chicane 7.10, Supplement 7.0, Linkless 6.10, Elfrida 6.7. (657, 1158, 861, 1200)
paragraph: Of 25sovs. Six furlongs. Mr E. F. Blakely's br g Smallshot, by Leicester—Paroula, aged, 9.0 (J. Grey) 1 (232, 773, 436, 804)
paragraph: Mr Griffen's Thunderer, 7.9 (R. Hatch) 3 (240, 131, 412, 142)
paragraph: Also started: Aimee Soult 8.11, Cathron 8.4, Cavatina 8.4, Crispinot 7.6 (5lb allowance), Spinning Flight 7.11, Shimmer 7.11, Narrangarie 7.6 (5lb allowance), The Orient 7.11, and Dot 7.11. (20, 1535, 224, 1587)
paragraph: MAIDEN SCURRY. Four furlongs.—Stylish Lady 1, Fissle 2, Splash 3. Scratched: Carron, Awanui, Munga, Motoi, Torona. Won all the way, the rest close up. Time, 50sec. (444, 510, 649, 551)
table-cell: 83 (1079, 1284, 1090, 1295)
table-cell: 96 (1079, 1254, 1090, 1265)
paragraph: Of 20sovs; second 5sovs. One mile. Mr W. Allen's br m Maid of Honour, by Wanbobbie, aged (Allen) 1 (444, 115, 649, 147)
table-row (870, 1264, 1092, 1274)
paragraph: A company match was fired on the local range on Saturday, 1st inst. Scores:— (869, 1201, 1092, 1222)
table-total: 636 (1072, 1304, 1090, 1315)
table-cell: 4 (640, 1539, 647, 1550)
paragraph: Mr Buchanan's Amboise (W. Pine) 3 (28, 1351, 180, 1362)
paragraph: Also started: Grosvenor 7.12. (240, 1787, 366, 1798)
paragraph: Of 100sovs. Six furlongs. Mr G. E. Hellock's (jun.) br g Silent Member, by Cannan—Tessa, 6yrs, 7.11 (R. Hatch) 1 (20, 1471, 224, 1502)
paragraph: SECOND HACK HANDICAP. Seven furlongs.—Cheddite 1, Turquet 2, Glen Afric 3. Scratched: Tearai, Pluck, Spate, Paisano, and Herisha. Won easily; the rest bunched. Time, 1min 29 4-5sec. (444, 1017, 649, 1069)
paragraph: Also started: Armamento 10.3, The Libyan 9.3, Farley Grove 8.11, Pattypan 8.6, The Orient 7.13, and Tom Tit 7.12. (20, 612, 224, 643)
table-cell: Jackeshore (446, 1549, 493, 1560)
table-cell: 4 (530, 1539, 536, 1550)
race-heading: DISTRICT TROT. (504, 103, 589, 114)
table-cell: Stratagem (446, 1479, 491, 1490)
paragraph: Won by two lengths; a neck between second and third. Time, 2min 39 3-5sec. (444, 191, 649, 212)
paragraph: Mr J. Beattie's Natalie, aged, 8.0 (Wilson) 2 (240, 804, 425, 815)
race-heading: ALEXANDRA VOLUNTEERS. (909, 1188, 1053, 1199)
table-cell (962, 1304, 998, 1314)
